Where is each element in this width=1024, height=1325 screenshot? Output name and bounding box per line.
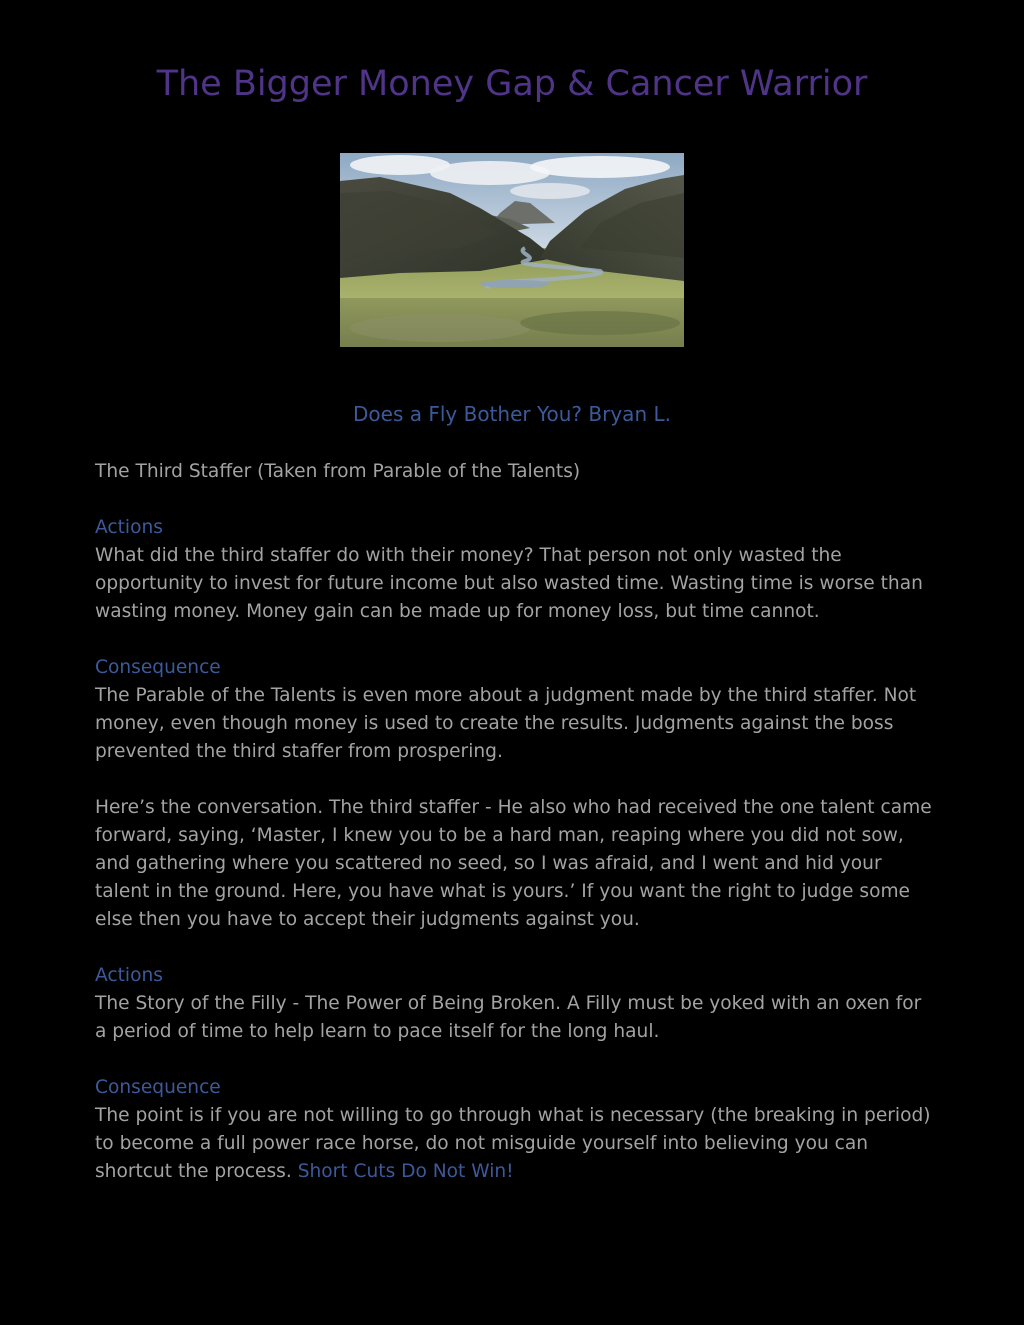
valley-landscape-icon bbox=[340, 153, 684, 347]
section-body: What did the third staffer do with their money? That person not only wasted the opportunity to invest for future income but also wasted time. Wasting time is worse than wasting money. Money gain can be made up for money loss, but time cannot. bbox=[95, 545, 923, 622]
section-consequence-2 bbox=[95, 1074, 935, 1186]
section-body: The Story of the Filly - The Power of Being Broken. A Filly must be yoked with an oxen for a period of time to help learn to pace itself for the long haul. bbox=[95, 993, 922, 1042]
section-heading-actions: Actions bbox=[95, 517, 163, 538]
section-body: The Parable of the Talents is even more about a judgment made by the third staffer. Not money, even though money is used to create the results. Judgments against the boss prevented the third staffer from prospering. bbox=[95, 685, 917, 762]
section-body: The point is if you are not willing to go through what is necessary (the breaking in period) to become a full power race horse, do not misguide yourself into believing you can shortcut the process. bbox=[95, 1105, 931, 1182]
section-heading-actions: Actions bbox=[95, 965, 163, 986]
section-actions-2 bbox=[95, 962, 935, 1046]
section-heading-consequence: Consequence bbox=[95, 657, 221, 678]
section-actions-1 bbox=[95, 514, 935, 626]
section-heading-consequence: Consequence bbox=[95, 1077, 221, 1098]
subtitle-link[interactable]: Does a Fly Bother You? Bryan L. bbox=[353, 402, 671, 426]
conversation-paragraph: Here’s the conversation. The third staffer - He also who had received the one talent came forward, saying, ‘Master, I knew you to be a hard man, reaping where you did not sow, and gathering where you scattered no seed, so I was afraid, and I went and hid your talent in the ground. Here, you have what is yours.’ If you want the right to judge some else then you have to accept their judgments against you. bbox=[95, 797, 932, 930]
short-cuts-link[interactable]: Short Cuts Do Not Win! bbox=[297, 1161, 514, 1182]
section-consequence-1 bbox=[95, 654, 935, 766]
hero-landscape-image bbox=[340, 153, 684, 347]
article-body bbox=[95, 458, 935, 1214]
page-title: The Bigger Money Gap & Cancer Warrior bbox=[156, 64, 868, 104]
intro-paragraph: The Third Staffer (Taken from Parable of the Talents) bbox=[95, 461, 581, 482]
